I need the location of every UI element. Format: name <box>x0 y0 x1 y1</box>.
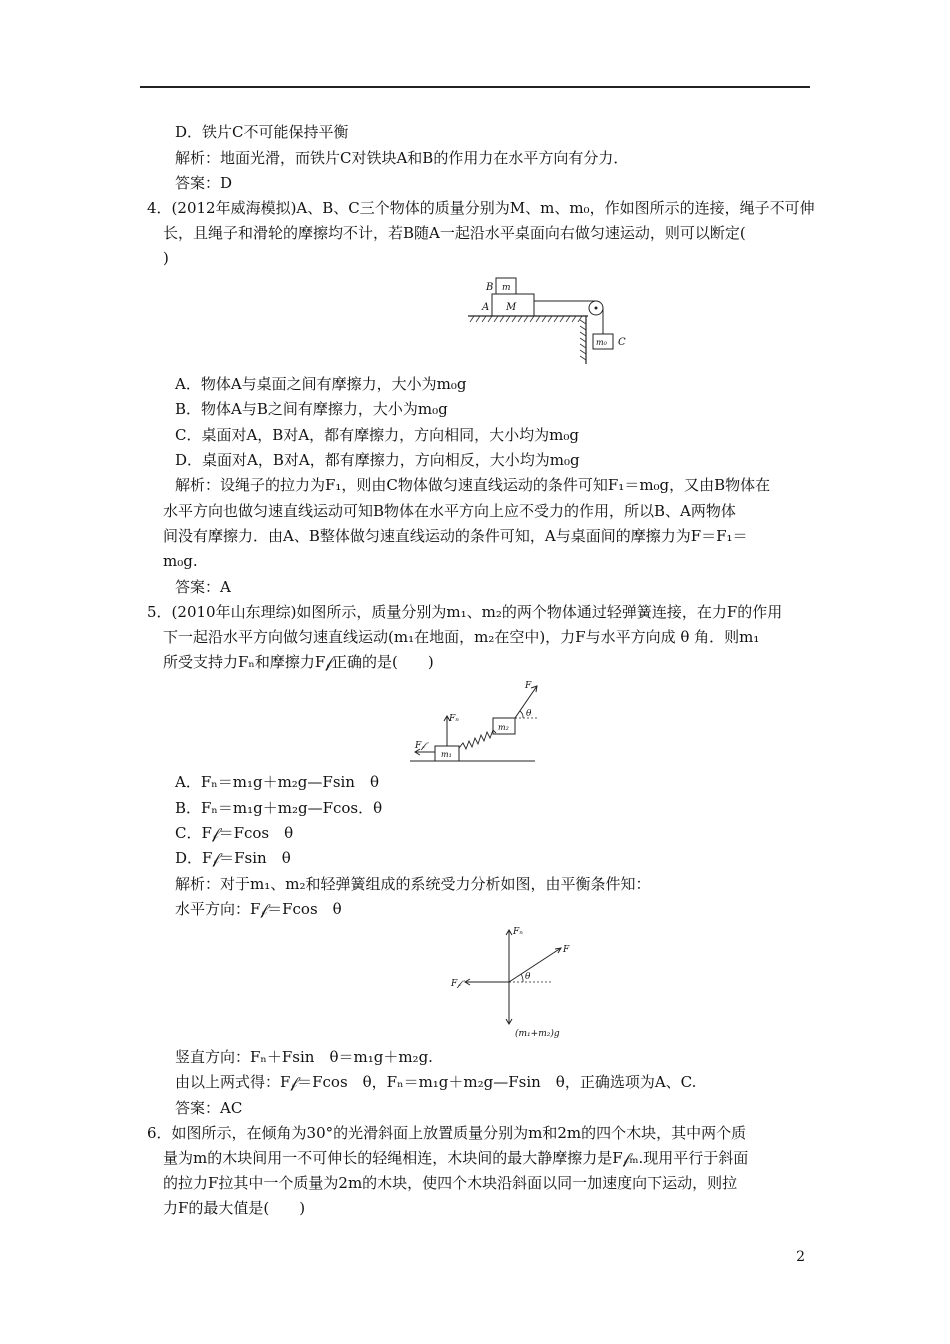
q4-analysis-line3: 间没有摩擦力．由A、B整体做匀速直线运动的条件可知，A与桌面间的摩擦力为F＝F₁＝ <box>163 527 748 545</box>
label-theta: θ <box>526 709 532 719</box>
label-FN: Fₙ <box>449 714 459 724</box>
q6-stem-line1: 6．如图所示，在倾角为30°的光滑斜面上放置质量分别为m和2m的四个木块，其中两个质 <box>147 1124 747 1142</box>
answer-prev: 答案：D <box>175 174 233 192</box>
q4-analysis-line4: m₀g. <box>163 552 198 570</box>
q5-option-d: D．F𝒻＝Fsin θ <box>175 849 291 867</box>
label-Ff: F𝒻 <box>415 741 426 751</box>
label-Ff: F𝒻 <box>451 979 462 989</box>
q5-force-diagram <box>445 922 585 1040</box>
q5-analysis-line2: 水平方向：F𝒻＝Fcos θ <box>175 900 342 918</box>
label-m2: m₂ <box>498 723 509 732</box>
label-F: F <box>563 945 570 955</box>
q6-stem-line4: 力F的最大值是( ) <box>163 1199 306 1217</box>
q5-analysis-line4: 由以上两式得：F𝒻＝Fcos θ，Fₙ＝m₁g＋m₂g—Fsin θ，正确选项为A、C. <box>175 1073 697 1091</box>
label-B: B <box>486 282 494 293</box>
page-number: 2 <box>796 1249 805 1265</box>
label-m: m <box>502 283 511 293</box>
option-d-prev: D．铁片C不可能保持平衡 <box>175 123 349 141</box>
label-m1: m₁ <box>441 750 452 759</box>
q5-spring-figure <box>405 676 545 766</box>
q4-option-b: B．物体A与B之间有摩擦力，大小为m₀g <box>175 400 448 418</box>
label-FN: Fₙ <box>513 927 523 937</box>
header-rule <box>140 86 810 88</box>
label-gravity: (m₁+m₂)g <box>515 1029 560 1039</box>
q4-analysis-line1: 解析：设绳子的拉力为F₁，则由C物体做匀速直线运动的条件可知F₁＝m₀g，又由B物体在 <box>175 476 771 494</box>
q4-answer: 答案：A <box>175 578 231 596</box>
q4-analysis-line2: 水平方向也做匀速直线运动可知B物体在水平方向上应不受力的作用，所以B、A两物体 <box>163 502 736 520</box>
label-A: A <box>482 302 490 313</box>
q4-stem-line3: ) <box>163 249 169 267</box>
q4-stem-line1: 4．(2012年威海模拟)A、B、C三个物体的质量分别为M、m、m₀，作如图所示的连接，绳子不可伸 <box>147 199 815 217</box>
q5-option-b: B．Fₙ＝m₁g＋m₂g—Fcos．θ <box>175 799 383 817</box>
q4-option-c: C．桌面对A，B对A，都有摩擦力，方向相同，大小均为m₀g <box>175 426 580 444</box>
q5-analysis-line3: 竖直方向：Fₙ＋Fsin θ＝m₁g＋m₂g. <box>175 1048 433 1066</box>
q4-option-a: A．物体A与桌面之间有摩擦力，大小为m₀g <box>175 375 467 393</box>
label-m0: m₀ <box>596 338 607 347</box>
q4-pulley-figure <box>460 268 640 368</box>
label-C: C <box>618 337 626 348</box>
q5-option-c: C．F𝒻＝Fcos θ <box>175 824 294 842</box>
q5-option-a: A．Fₙ＝m₁g＋m₂g—Fsin θ <box>175 773 380 791</box>
label-M: M <box>506 302 517 313</box>
q4-option-d: D．桌面对A，B对A，都有摩擦力，方向相反，大小均为m₀g <box>175 451 580 469</box>
q5-analysis-line1: 解析：对于m₁、m₂和轻弹簧组成的系统受力分析如图，由平衡条件知： <box>175 875 651 893</box>
q5-stem-line3: 所受支持力Fₙ和摩擦力F𝒻正确的是( ) <box>163 653 434 671</box>
q4-stem-line2: 长，且绳子和滑轮的摩擦均不计，若B随A一起沿水平桌面向右做匀速运动，则可以断定( <box>163 224 746 242</box>
label-F: F <box>525 681 532 691</box>
q5-stem-line2: 下一起沿水平方向做匀速直线运动(m₁在地面，m₂在空中)，力F与水平方向成 θ 角．则m₁ <box>163 628 760 646</box>
analysis-prev: 解析：地面光滑，而铁片C对铁块A和B的作用力在水平方向有分力． <box>175 149 629 167</box>
q6-stem-line2: 量为m的木块间用一不可伸长的轻绳相连，木块间的最大静摩擦力是F𝒻ₘ.现用平行于斜面 <box>163 1149 749 1167</box>
q5-answer: 答案：AC <box>175 1099 243 1117</box>
q5-stem-line1: 5．(2010年山东理综)如图所示，质量分别为m₁、m₂的两个物体通过轻弹簧连接，在力F的作用 <box>147 603 783 621</box>
label-theta: θ <box>525 972 531 982</box>
q6-stem-line3: 的拉力F拉其中一个质量为2m的木块，使四个木块沿斜面以同一加速度向下运动，则拉 <box>163 1174 738 1192</box>
